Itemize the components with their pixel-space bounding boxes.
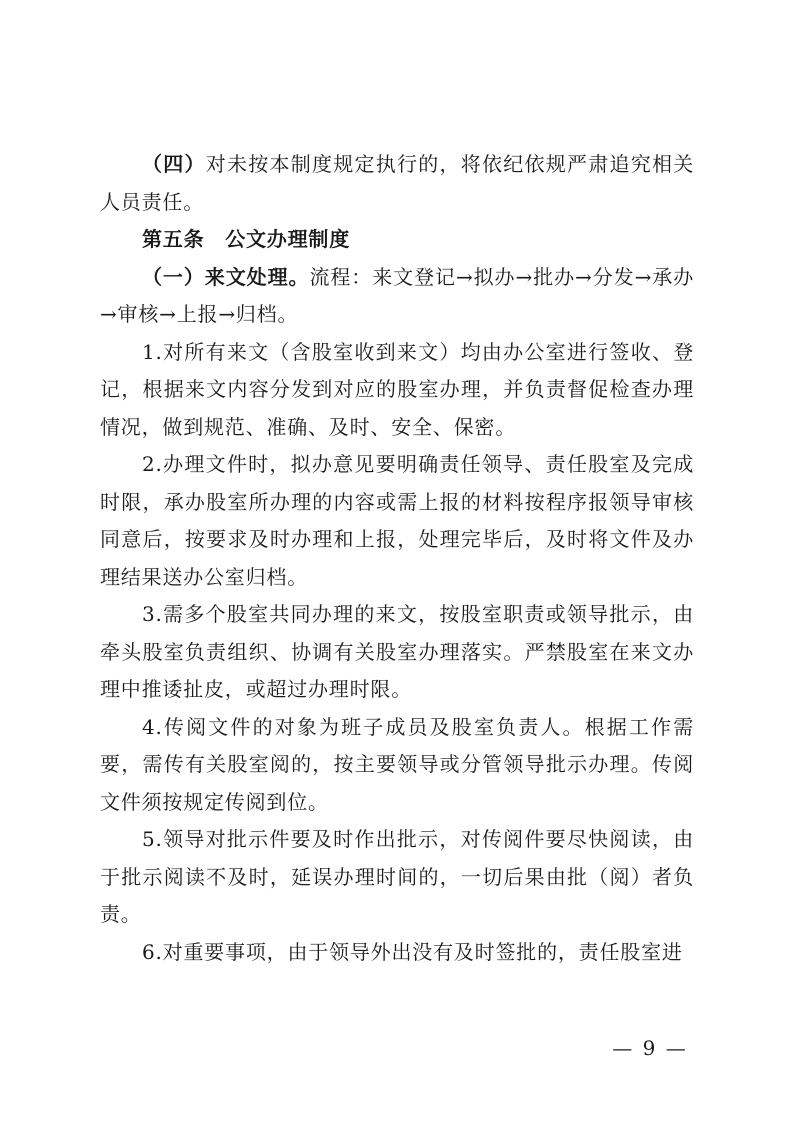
paragraph-text: 对未按本制度规定执行的，将依纪依规严肃追究相关人员责任。 xyxy=(100,152,694,214)
paragraph-incoming-docs xyxy=(100,259,694,334)
paragraph-item-four xyxy=(100,146,694,221)
paragraph-text: 流程：来文登记→拟办→批办→分发→承办→审核→上报→归档。 xyxy=(100,264,694,326)
paragraph-4: 4.传阅文件的对象为班子成员及股室负责人。根据工作需要，需传有关股室阅的，按主要领导或分管领导批示办理。传阅文件须按规定传阅到位。 xyxy=(100,714,694,814)
paragraph-5: 5.领导对批示件要及时作出批示，对传阅件要尽快阅读，由于批示阅读不及时，延误办理时间的，一切后果由批（阅）者负责。 xyxy=(100,827,694,926)
paragraph-1: 1.对所有来文（含股室收到来文）均由办公室进行签收、登记，根据来文内容分发到对应的股室办理，并负责督促检查办理情况，做到规范、准确、及时、安全、保密。 xyxy=(100,339,694,439)
paragraph-3: 3.需多个股室共同办理的来文，按股室职责或领导批示，由牵头股室负责组织、协调有关股室办理落实。严禁股室在来文办理中推诿扯皮，或超过办理时限。 xyxy=(100,602,694,701)
section-label: （一）来文处理。 xyxy=(142,264,310,289)
page-number: — 9 — xyxy=(612,1036,688,1060)
document-body xyxy=(100,146,694,971)
item-label: （四） xyxy=(142,152,206,176)
paragraph-2: 2.办理文件时，拟办意见要明确责任领导、责任股室及完成时限，承办股室所办理的内容或需上报的材料按程序报领导审核同意后，按要求及时办理和上报，处理完毕后，及时将文件及办理结果送办公室归档。 xyxy=(100,452,694,589)
article-heading: 第五条 公文办理制度 xyxy=(142,227,350,251)
paragraph-6: 6.对重要事项，由于领导外出没有及时签批的，责任股室进 xyxy=(142,939,683,964)
